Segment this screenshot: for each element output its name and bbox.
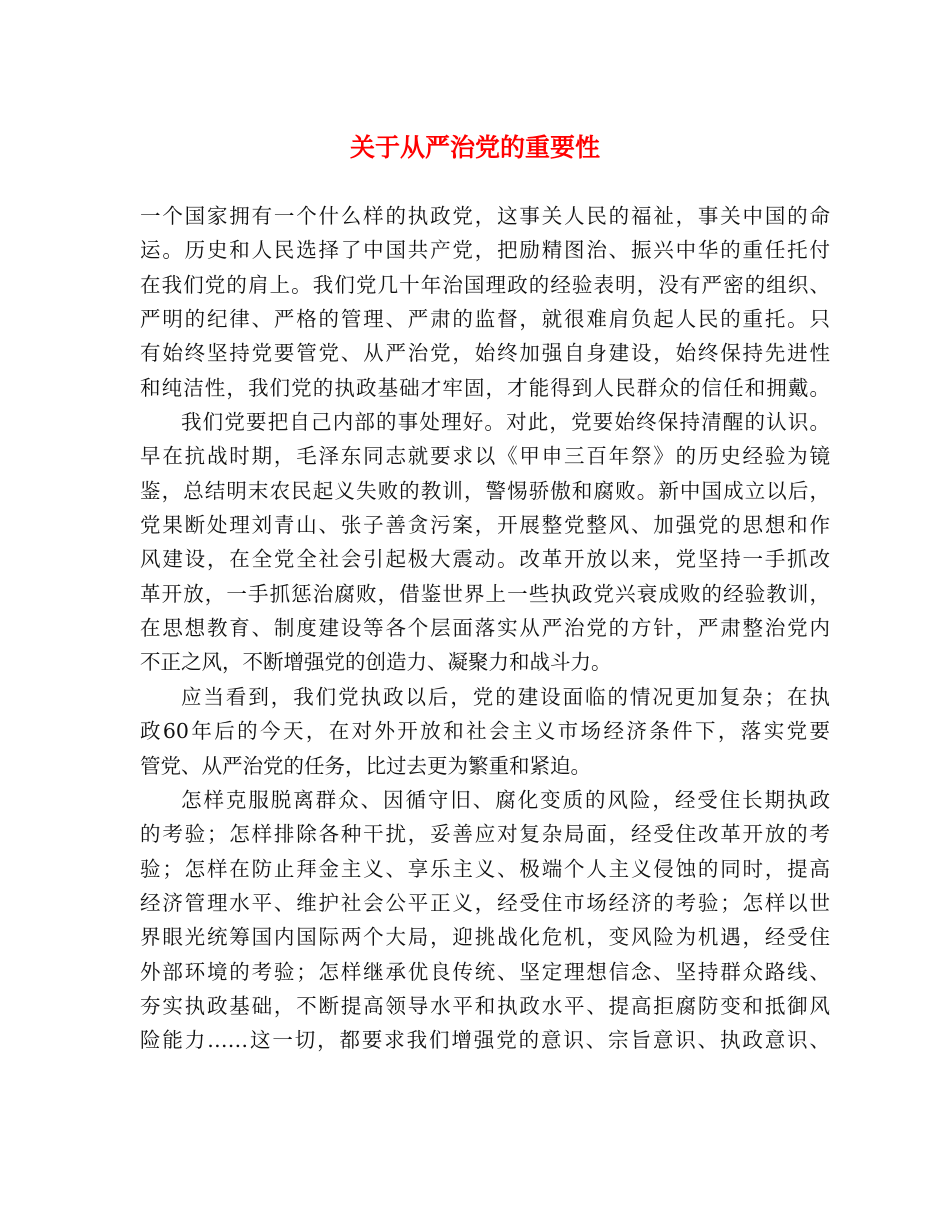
text-line: 经济管理水平、维护社会公平正义，经受住市场经济的考验；怎样以世 xyxy=(140,890,830,915)
text-line: 早在抗战时期，毛泽东同志就要求以《甲申三百年祭》的历史经验为镜 xyxy=(140,444,830,469)
text-line: 外部环境的考验；怎样继承优良传统、坚定理想信念、坚持群众路线、 xyxy=(140,959,830,984)
text-line: 严明的纪律、严格的管理、严肃的监督，就很难肩负起人民的重托。只 xyxy=(140,307,830,332)
text-line: 怎样克服脱离群众、因循守旧、腐化变质的风险，经受住长期执政 xyxy=(181,787,830,812)
text-line: 运。历史和人民选择了中国共产党，把励精图治、振兴中华的重任托付 xyxy=(140,238,830,263)
text-line: 在我们党的肩上。我们党几十年治国理政的经验表明，没有严密的组织、 xyxy=(140,272,830,297)
text-line: 政60年后的今天，在对外开放和社会主义市场经济条件下，落实党要 xyxy=(140,719,830,744)
text-line: 有始终坚持党要管党、从严治党，始终加强自身建设，始终保持先进性 xyxy=(140,341,830,366)
text-line: 党果断处理刘青山、张子善贪污案，开展整党整风、加强党的思想和作 xyxy=(140,513,830,538)
text-line: 应当看到，我们党执政以后，党的建设面临的情况更加复杂；在执 xyxy=(181,684,830,709)
text-line: 在思想教育、制度建设等各个层面落实从严治党的方针，严肃整治党内 xyxy=(140,616,830,641)
text-line: 险能力……这一切，都要求我们增强党的意识、宗旨意识、执政意识、 xyxy=(140,1028,830,1053)
text-line: 不正之风，不断增强党的创造力、凝聚力和战斗力。 xyxy=(140,650,612,675)
text-line: 鉴，总结明末农民起义失败的教训，警惕骄傲和腐败。新中国成立以后， xyxy=(140,478,830,503)
document-title: 关于从严治党的重要性 xyxy=(349,133,600,162)
text-line: 和纯洁性，我们党的执政基础才牢固，才能得到人民群众的信任和拥戴。 xyxy=(140,375,830,400)
document-body xyxy=(140,199,830,1058)
text-line: 风建设，在全党全社会引起极大震动。改革开放以来，党坚持一手抓改 xyxy=(140,547,830,572)
text-line: 的考验；怎样排除各种干扰，妥善应对复杂局面，经受住改革开放的考 xyxy=(140,822,830,847)
text-line: 验；怎样在防止拜金主义、享乐主义、极端个人主义侵蚀的同时，提高 xyxy=(140,856,830,881)
text-line: 我们党要把自己内部的事处理好。对此，党要始终保持清醒的认识。 xyxy=(181,410,830,435)
text-line: 管党、从严治党的任务，比过去更为繁重和紧迫。 xyxy=(140,753,591,778)
text-line: 夯实执政基础，不断提高领导水平和执政水平、提高拒腐防变和抵御风 xyxy=(140,993,830,1018)
text-line: 界眼光统筹国内国际两个大局，迎挑战化危机，变风险为机遇，经受住 xyxy=(140,925,830,950)
text-line: 一个国家拥有一个什么样的执政党，这事关人民的福祉，事关中国的命 xyxy=(140,204,830,228)
text-line: 革开放，一手抓惩治腐败，借鉴世界上一些执政党兴衰成败的经验教训， xyxy=(140,581,830,606)
